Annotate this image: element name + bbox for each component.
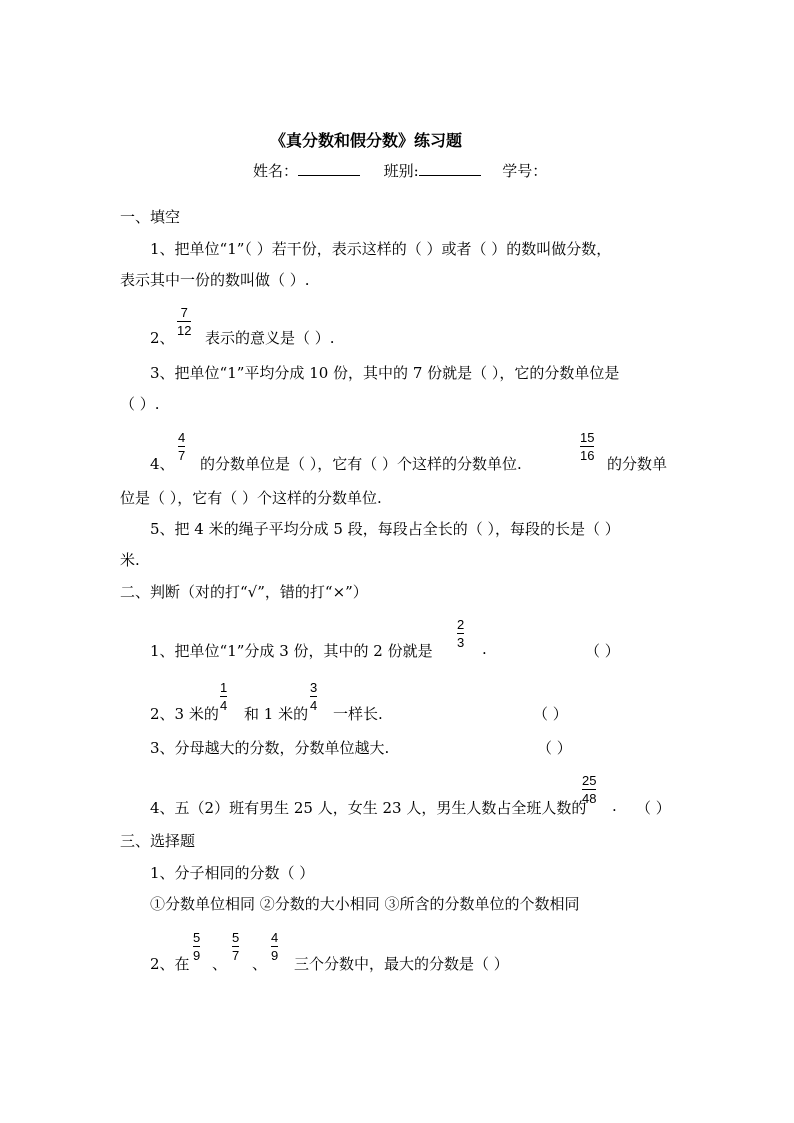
s2-q2-text-c: 一样长. — [333, 705, 383, 723]
fraction-numerator: 3 — [310, 680, 318, 695]
fraction-bar — [457, 633, 464, 634]
page-title: 《真分数和假分数》练习题 — [270, 131, 463, 150]
s2-q2-fraction2 — [310, 680, 317, 713]
s3-q2-fraction3 — [271, 930, 278, 963]
section1-heading: 一、填空 — [120, 208, 181, 226]
s2-q2-fraction1 — [220, 680, 227, 713]
fraction-numerator: 15 — [580, 430, 595, 445]
s1-q4-text1: 的分数单位是（ ），它有（ ）个这样的分数单位. — [200, 455, 522, 473]
fraction-denominator: 3 — [457, 635, 465, 650]
class-label: 班别: — [383, 162, 419, 180]
name-label: 姓名： — [253, 162, 299, 180]
s1-q2-text: 表示的意义是（ ）. — [205, 329, 335, 347]
s2-q4-text: 4、五（2）班有男生 25 人，女生 23 人，男生人数占全班人数的 — [150, 799, 587, 817]
fraction-numerator: 1 — [220, 680, 228, 695]
id-label: 学号： — [502, 162, 548, 180]
s1-q1-line2: 表示其中一份的数叫做（ ）. — [120, 271, 310, 289]
s3-q2-sep2: 、 — [252, 955, 268, 973]
fraction-bar — [232, 946, 239, 947]
s1-q3-line2: （ ）. — [120, 395, 160, 413]
s3-q2-text-b: 三个分数中，最大的分数是（ ） — [294, 955, 509, 973]
fraction-denominator: 48 — [582, 791, 597, 806]
class-blank[interactable] — [419, 162, 481, 176]
s1-q3-line1: 3、把单位“1”平均分成 10 份，其中的 7 份就是（ ），它的分数单位是 — [150, 364, 620, 382]
fraction-numerator: 5 — [193, 930, 201, 945]
s3-q2-fraction2 — [232, 930, 239, 963]
s2-q4-fraction — [582, 773, 596, 806]
s2-q2-text-b: 和 1 米的 — [244, 705, 309, 723]
fraction-numerator: 25 — [582, 773, 597, 788]
name-blank[interactable] — [298, 162, 360, 176]
s2-q1-end: . — [482, 640, 487, 658]
fraction-denominator: 12 — [177, 323, 192, 338]
fraction-denominator: 9 — [271, 948, 279, 963]
fraction-bar — [271, 946, 278, 947]
s2-q3-text: 3、分母越大的分数，分数单位越大. — [150, 739, 390, 757]
s3-q2-sep1: 、 — [212, 955, 228, 973]
section3-heading: 三、选择题 — [120, 832, 196, 850]
fraction-bar — [193, 946, 200, 947]
fraction-bar — [310, 696, 317, 697]
fraction-denominator: 9 — [193, 948, 201, 963]
student-info — [253, 160, 547, 181]
s3-q1-text: 1、分子相同的分数（ ） — [150, 864, 315, 882]
s2-q2-text-a: 2、3 米的 — [150, 705, 219, 723]
fraction-numerator: 5 — [232, 930, 240, 945]
s1-q4-prefix: 4、 — [150, 455, 175, 473]
fraction-denominator: 7 — [232, 948, 240, 963]
s1-q2-prefix: 2、 — [150, 329, 175, 347]
section2-heading: 二、判断（对的打“√”，错的打“×”） — [120, 583, 368, 601]
s1-q1-line1: 1、把单位“1”（ ）若干份，表示这样的（ ）或者（ ）的数叫做分数， — [150, 240, 612, 258]
s2-q2-answer[interactable]: （ ） — [533, 705, 568, 723]
fraction-bar — [177, 321, 191, 322]
s2-q1-answer[interactable]: （ ） — [585, 642, 620, 660]
s2-q1-fraction — [457, 617, 464, 650]
fraction-bar — [580, 446, 594, 447]
fraction-bar — [178, 446, 185, 447]
s1-q4-line2: 位是（ ），它有（ ）个这样的分数单位. — [120, 489, 382, 507]
fraction-denominator: 7 — [178, 448, 186, 463]
s1-q4-fraction1 — [178, 430, 185, 463]
s1-q2-fraction — [177, 305, 191, 338]
fraction-denominator: 16 — [580, 448, 595, 463]
s3-q2-text-a: 2、在 — [150, 955, 190, 973]
s3-q1-options: ①分数单位相同 ②分数的大小相同 ③所含的分数单位的个数相同 — [150, 895, 580, 913]
fraction-numerator: 7 — [180, 305, 188, 320]
fraction-numerator: 4 — [178, 430, 186, 445]
fraction-bar — [582, 789, 596, 790]
fraction-denominator: 4 — [310, 698, 318, 713]
s1-q4-fraction2 — [580, 430, 594, 463]
s2-q1-text: 1、把单位“1”分成 3 份，其中的 2 份就是 — [150, 642, 433, 660]
s1-q5-line2: 米. — [120, 551, 140, 569]
fraction-bar — [220, 696, 227, 697]
fraction-denominator: 4 — [220, 698, 228, 713]
s2-q4-end: . — [612, 797, 617, 815]
s1-q5-line1: 5、把 4 米的绳子平均分成 5 段，每段占全长的（ ），每段的长是（ ） — [150, 520, 620, 538]
s1-q4-text2: 的分数单 — [607, 455, 668, 473]
fraction-numerator: 4 — [271, 930, 279, 945]
s2-q4-answer[interactable]: （ ） — [636, 799, 671, 817]
s3-q2-fraction1 — [193, 930, 200, 963]
fraction-numerator: 2 — [457, 617, 465, 632]
s2-q3-answer[interactable]: （ ） — [537, 739, 572, 757]
